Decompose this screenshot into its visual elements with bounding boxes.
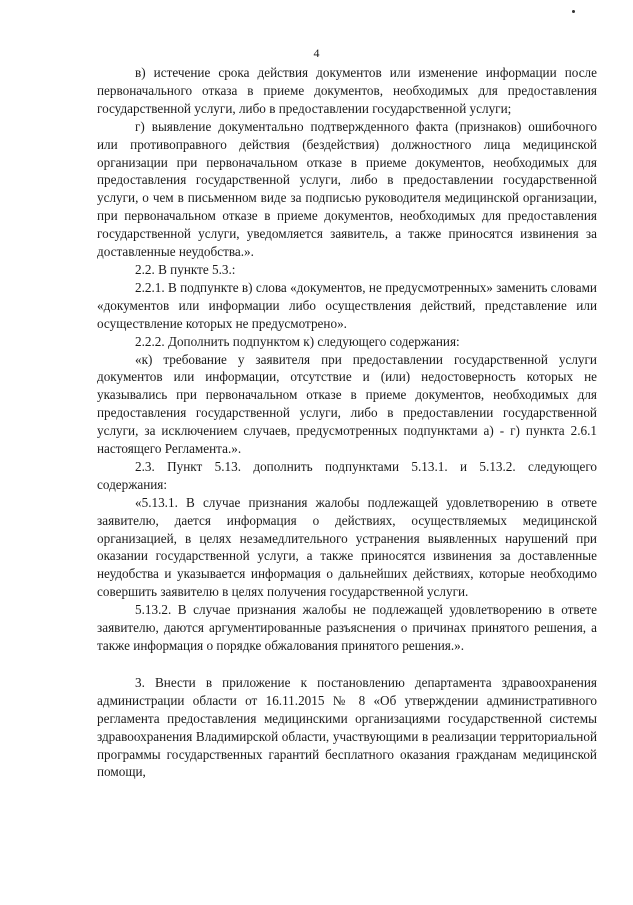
paragraph-item-k: «к) требование у заявителя при предоставлении государственной услуги документов или информации, отсутствие и (или) недостоверность которых не указывались при первоначальном отказе в приеме документов, необходимых для предоставления государственной услуги, либо в предоставлении государственной услуги, за исключением случаев, предусмотренных подпунктами а) - г) пункта 2.6.1 настоящего Регламента.». xyxy=(97,351,597,457)
page-number: 4 xyxy=(313,46,320,60)
paragraph-2-2: 2.2. В пункте 5.3.: xyxy=(135,261,236,277)
paragraph-5-13-1: «5.13.1. В случае признания жалобы подлежащей удовлетворению в ответе заявителю, дается информация о действиях, осуществляемых медицинской организацией, в целях незамедлительного устранения выявленных нарушений при оказании государственной услуги, а также приносятся извинения за доставленные неудобства и указывается информация о дальнейших действиях, которые необходимо совершить заявителю в целях получения государственной услуги. xyxy=(97,494,597,600)
paragraph-item-v: в) истечение срока действия документов или изменение информации после первоначального отказа в приеме документов, необходимых для предоставления государственной услуги, либо в предоставлении государственной услуги; xyxy=(97,65,597,116)
paragraph-5-13-2: 5.13.2. В случае признания жалобы не подлежащей удовлетворению в ответе заявителю, даются аргументированные разъяснения о причинах принятого решения, а также информация о порядке обжалования принятого решения.». xyxy=(97,602,597,653)
scan-speck xyxy=(572,10,575,13)
document-body xyxy=(97,64,597,781)
paragraph-2-3: 2.3. Пункт 5.13. дополнить подпунктами 5.13.1. и 5.13.2. следующего содержания: xyxy=(97,458,597,492)
paragraph-2-2-2: 2.2.2. Дополнить подпунктом к) следующего содержания: xyxy=(135,333,460,349)
paragraph-2-2-1: 2.2.1. В подпункте в) слова «документов, не предусмотренных» заменить словами «документов или информации либо осуществления действий, представление или осуществление которых не предусмотрено». xyxy=(97,279,597,331)
paragraph-3: 3. Внести в приложение к постановлению департамента здравоохранения администрации области от 16.11.2015 № 8 «Об утверждении административного регламента предоставления медицинскими организациями государственной системы здравоохранения Владимирской области, участвующими в реализации территориальной программы государственных гарантий бесплатного оказания гражданам медицинской помощи, xyxy=(97,674,597,780)
paragraph-item-g: г) выявление документально подтвержденного факта (признаков) ошибочного или противоправного действия (бездействия) должностного лица медицинской организации при первоначальном отказе в приеме документов, необходимых для предоставления государственной услуги, либо в предоставлении государственной услуги, о чем в письменном виде за подписью руководителя медицинской организации, при первоначальном отказе в приеме документов, необходимых для предоставления государственной услуги, уведомляется заявитель, а также приносятся извинения за доставленные неудобства.». xyxy=(97,118,597,260)
